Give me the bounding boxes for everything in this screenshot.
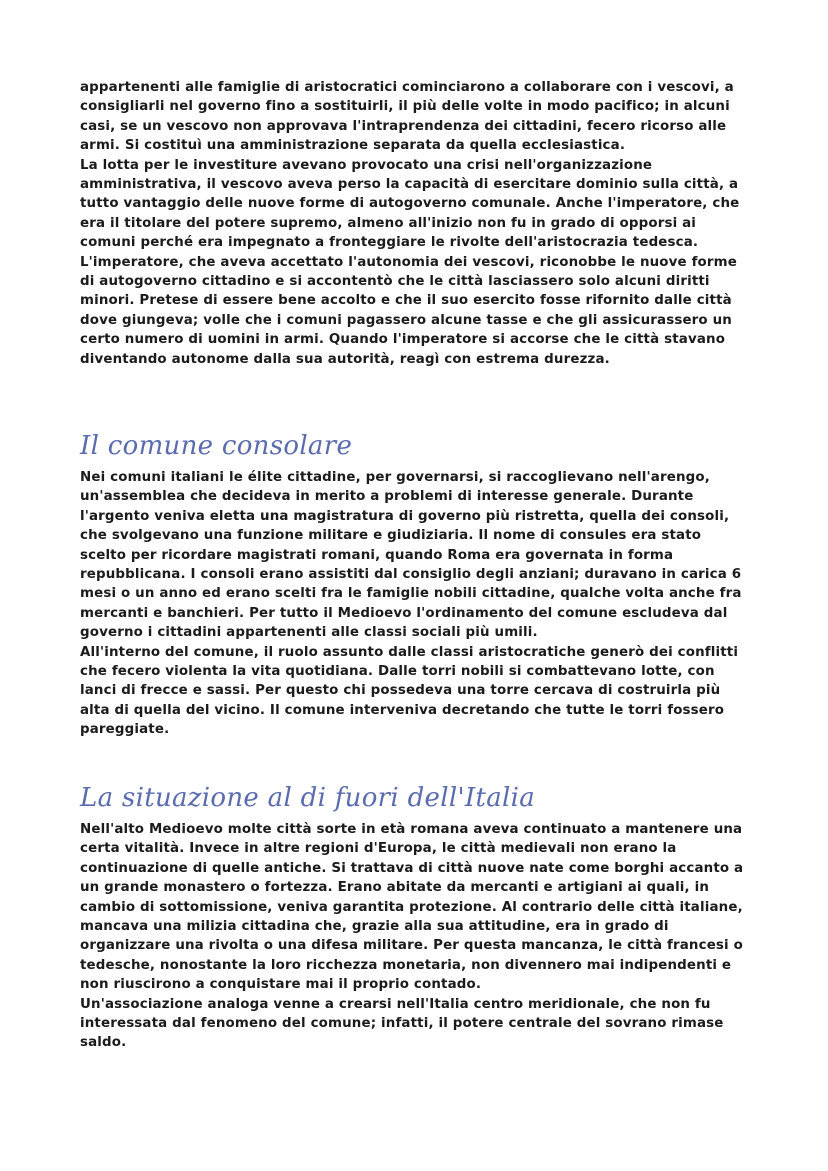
fuori-italia-paragraph-2: Un'associazione analoga venne a crearsi nell'Italia centro meridionale, che non fu interessata dal fenomeno del comune; infatti, il potere centrale del sovrano rimase saldo. (80, 996, 724, 1051)
section-heading-comune-consolare-wrapper (80, 430, 750, 462)
intro-section (80, 78, 750, 369)
section-fuori-italia (80, 820, 750, 1053)
intro-paragraph-2: La lotta per le investiture avevano provocato una crisi nell'organizzazione amministrativa, il vescovo aveva perso la capacità di esercitare dominio sulla città, a tutto vantaggio delle nuove forme di autogoverno comunale. Anche l'imperatore, che era il titolare del potere supremo, almeno all'inizio non fu in grado di opporsi ai comuni perché era impegnato a fronteggiare le rivolte dell'aristocrazia tedesca. L'imperatore, che aveva accettato l'autonomia dei vescovi, riconobbe le nuove forme di autogoverno cittadino e si accontentò che le città lasciassero solo alcuni diritti minori. Pretese di essere bene accolto e che il suo esercito fosse rifornito dalle città dove giungeva; volle che i comuni pagassero alcune tasse e che gli assicurassero un certo numero di uomini in armi. Quando l'imperatore si accorse che le città stavano diventando autonome dalla sua autorità, reagì con estrema durezza. (80, 157, 740, 367)
section-heading-fuori-italia: La situazione al di fuori dell'Italia (80, 783, 536, 813)
section-heading-fuori-italia-wrapper (80, 782, 750, 814)
fuori-italia-paragraph-1: Nell'alto Medioevo molte città sorte in età romana aveva continuato a mantenere una certa vitalità. Invece in altre regioni d'Europa, le città medievali non erano la continuazione di quelle antiche. Si trattava di città nuove nate come borghi accanto a un grande monastero o fortezza. Erano abitate da mercanti e artigiani ai quali, in cambio di sottomissione, veniva garantita protezione. Al contrario delle città italiane, mancava una milizia cittadina che, grazie alla sua attitudine, era in grado di organizzare una rivolta o una difesa militare. Per questa mancanza, le città francesi o tedesche, nonostante la loro ricchezza monetaria, non divennero mai indipendenti e non riuscirono a conquistare mai il proprio contado. (80, 822, 744, 993)
comune-paragraph-1: Nei comuni italiani le élite cittadine, per governarsi, si raccoglievano nell'arengo, un'assemblea che decideva in merito a problemi di interesse generale. Durante l'argento veniva eletta una magistratura di governo più ristretta, quella dei consoli, che svolgevano una funzione militare e giudiziaria. Il nome di consules era stato scelto per ricordare magistrati romani, quando Roma era governata in forma repubblicana. I consoli erano assistiti dal consiglio degli anziani; duravano in carica 6 mesi o un anno ed erano scelti fra le famiglie nobili cittadine, qualche volta anche fra mercanti e banchieri. Per tutto il Medioevo l'ordinamento del comune escludeva dal governo i cittadini appartenenti alle classi sociali più umili. (80, 470, 742, 641)
section-heading-comune-consolare: Il comune consolare (80, 431, 353, 461)
comune-paragraph-2: All'interno del comune, il ruolo assunto dalle classi aristocratiche generò dei conflitti che fecero violenta la vita quotidiana. Dalle torri nobili si combattevano lotte, con lanci di frecce e sassi. Per questo chi possedeva una torre cercava di costruirla più alta di quella del vicino. Il comune interveniva decretando che tutte le torri fossero pareggiate. (80, 644, 739, 738)
section-comune-consolare (80, 468, 750, 740)
intro-paragraph-1: appartenenti alle famiglie di aristocratici cominciarono a collaborare con i vescovi, a consigliarli nel governo fino a sostituirli, il più delle volte in modo pacifico; in alcuni casi, se un vescovo non approvava l'intraprendenza dei cittadini, fecero ricorso alle armi. Si costituì una amministrazione separata da quella ecclesiastica. (80, 80, 734, 154)
